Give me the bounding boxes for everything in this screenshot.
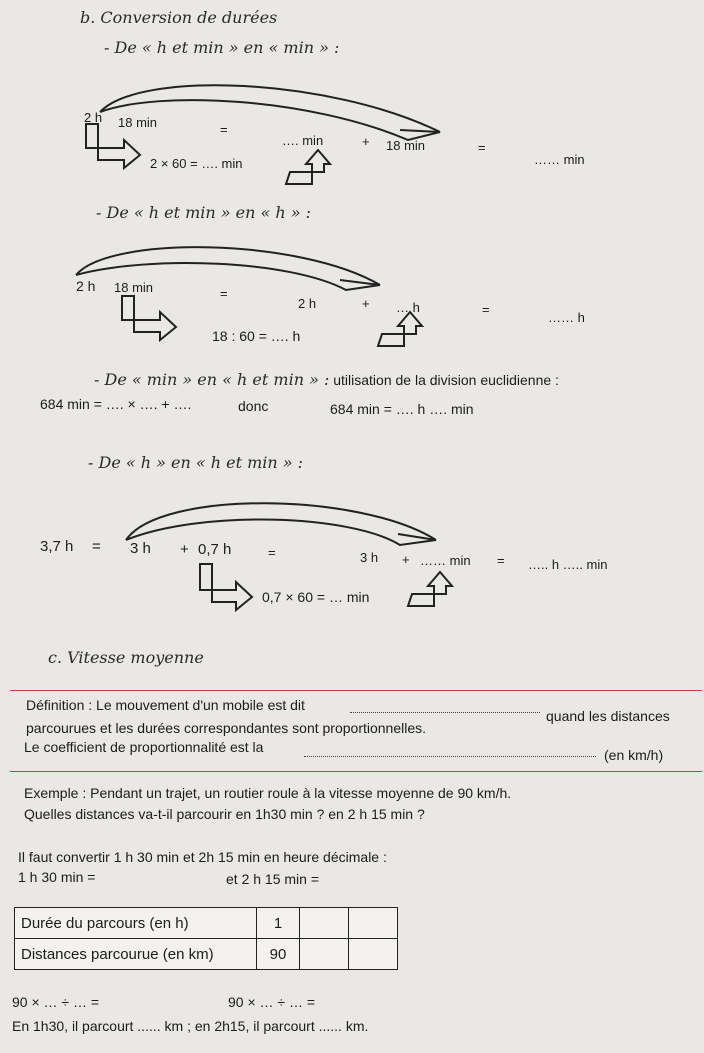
sub4-eq3: = [497, 553, 505, 568]
sub1-blank-min: …. min [282, 133, 324, 148]
sub3-text: utilisation de la division euclidienne : [333, 372, 559, 388]
sub2-left2: 18 min [114, 280, 154, 295]
sub2-plus: + [362, 296, 370, 311]
table-cell-empty [300, 908, 349, 939]
l-arrow-2 [122, 296, 176, 340]
hook-arrow-4 [408, 572, 452, 606]
sub4-eq2: = [268, 545, 276, 560]
sub2-blank-h: … h [396, 300, 420, 315]
sub1-left2: 18 min [118, 115, 158, 130]
definition-line3-start: Le coefficient de proportionnalité est la [24, 739, 264, 755]
l-arrow-4 [200, 564, 252, 610]
calc-1: 90 × … ÷ … = [12, 994, 100, 1010]
sub3-donc: donc [238, 398, 269, 414]
sub3-formula: 684 min = …. × …. + …. [40, 396, 192, 412]
sub1-left: 2 h [84, 110, 103, 125]
calc-2: 90 × … ÷ … = [228, 994, 316, 1010]
sub4-calc: 0,7 × 60 = … min [262, 589, 370, 605]
sub2-left: 2 h [76, 278, 96, 294]
sub2-eq1: = [220, 286, 228, 301]
sub2-heading: - De « h et min » en « h » : [96, 203, 312, 222]
sub3-line [94, 370, 559, 389]
definition-line3-end: (en km/h) [604, 747, 664, 763]
definition-blank-2 [304, 756, 596, 757]
conversion-1: 1 h 30 min = [18, 869, 96, 885]
sub3-heading: - De « min » en « h et min » : [94, 370, 330, 389]
sub2-result: …… h [548, 310, 585, 325]
table-header-distance: Distances parcourue (en km) [15, 939, 257, 970]
table-cell-empty [349, 908, 398, 939]
sub4-plus2: + [402, 552, 410, 567]
table-row [15, 939, 398, 970]
sub4-blank-min: …… min [420, 553, 471, 568]
sub4-plus1: + [180, 541, 189, 558]
arc-arrow-4 [126, 503, 436, 545]
example-line2: Quelles distances va-t-il parcourir en 1h30 min ? en 2 h 15 min ? [24, 806, 425, 822]
arc-arrow-1 [100, 85, 440, 140]
section-b-title: b. Conversion de durées [80, 8, 278, 27]
sub2-hours: 2 h [298, 296, 317, 311]
table-cell-empty [300, 939, 349, 970]
definition-line2: parcourues et les durées correspondantes sont proportionnelles. [26, 720, 427, 736]
sub1-eq1: = [220, 122, 228, 137]
sub4-eq1: = [92, 538, 101, 555]
table-cell-duration-1: 1 [257, 908, 300, 939]
proportionality-table [14, 907, 398, 970]
hook-arrow-1 [286, 150, 330, 184]
sub1-plus: + [362, 134, 370, 149]
definition-line1-end: quand les distances [546, 708, 670, 724]
example-line1: Exemple : Pendant un trajet, un routier roule à la vitesse moyenne de 90 km/h. [24, 785, 512, 801]
sub4-dec: 0,7 h [198, 541, 232, 558]
sub1-right-min: 18 min [386, 138, 426, 153]
hook-arrow-2 [378, 312, 422, 346]
sub4-left: 3,7 h [40, 538, 74, 555]
table-row [15, 908, 398, 939]
sub4-heading: - De « h » en « h et min » : [88, 453, 304, 472]
sub4-h3: 3 h [130, 540, 151, 557]
sub2-calc: 18 : 60 = …. h [212, 328, 301, 344]
sub2-eq2: = [482, 302, 490, 317]
l-arrow-1 [86, 124, 140, 168]
table-header-duration: Durée du parcours (en h) [15, 908, 257, 939]
example-line3: Il faut convertir 1 h 30 min et 2h 15 min en heure décimale : [18, 849, 387, 865]
conversion-2: et 2 h 15 min = [226, 871, 320, 887]
section-c-title: c. Vitesse moyenne [48, 648, 204, 667]
table-cell-empty [349, 939, 398, 970]
sub1-calc: 2 × 60 = …. min [150, 156, 243, 171]
sub4-h3b: 3 h [360, 550, 379, 565]
sub1-result: …… min [534, 152, 585, 167]
sub1-heading: - De « h et min » en « min » : [104, 38, 340, 57]
conclusion: En 1h30, il parcourt ...... km ; en 2h15, il parcourt ...... km. [12, 1018, 369, 1034]
table-cell-distance-1: 90 [257, 939, 300, 970]
definition-line1-start: Définition : Le mouvement d'un mobile est dit [26, 697, 305, 713]
sub4-result: ….. h ….. min [528, 557, 608, 572]
sub3-result: 684 min = …. h …. min [330, 401, 474, 417]
definition-blank-1 [350, 712, 540, 713]
sub1-eq2: = [478, 140, 486, 155]
